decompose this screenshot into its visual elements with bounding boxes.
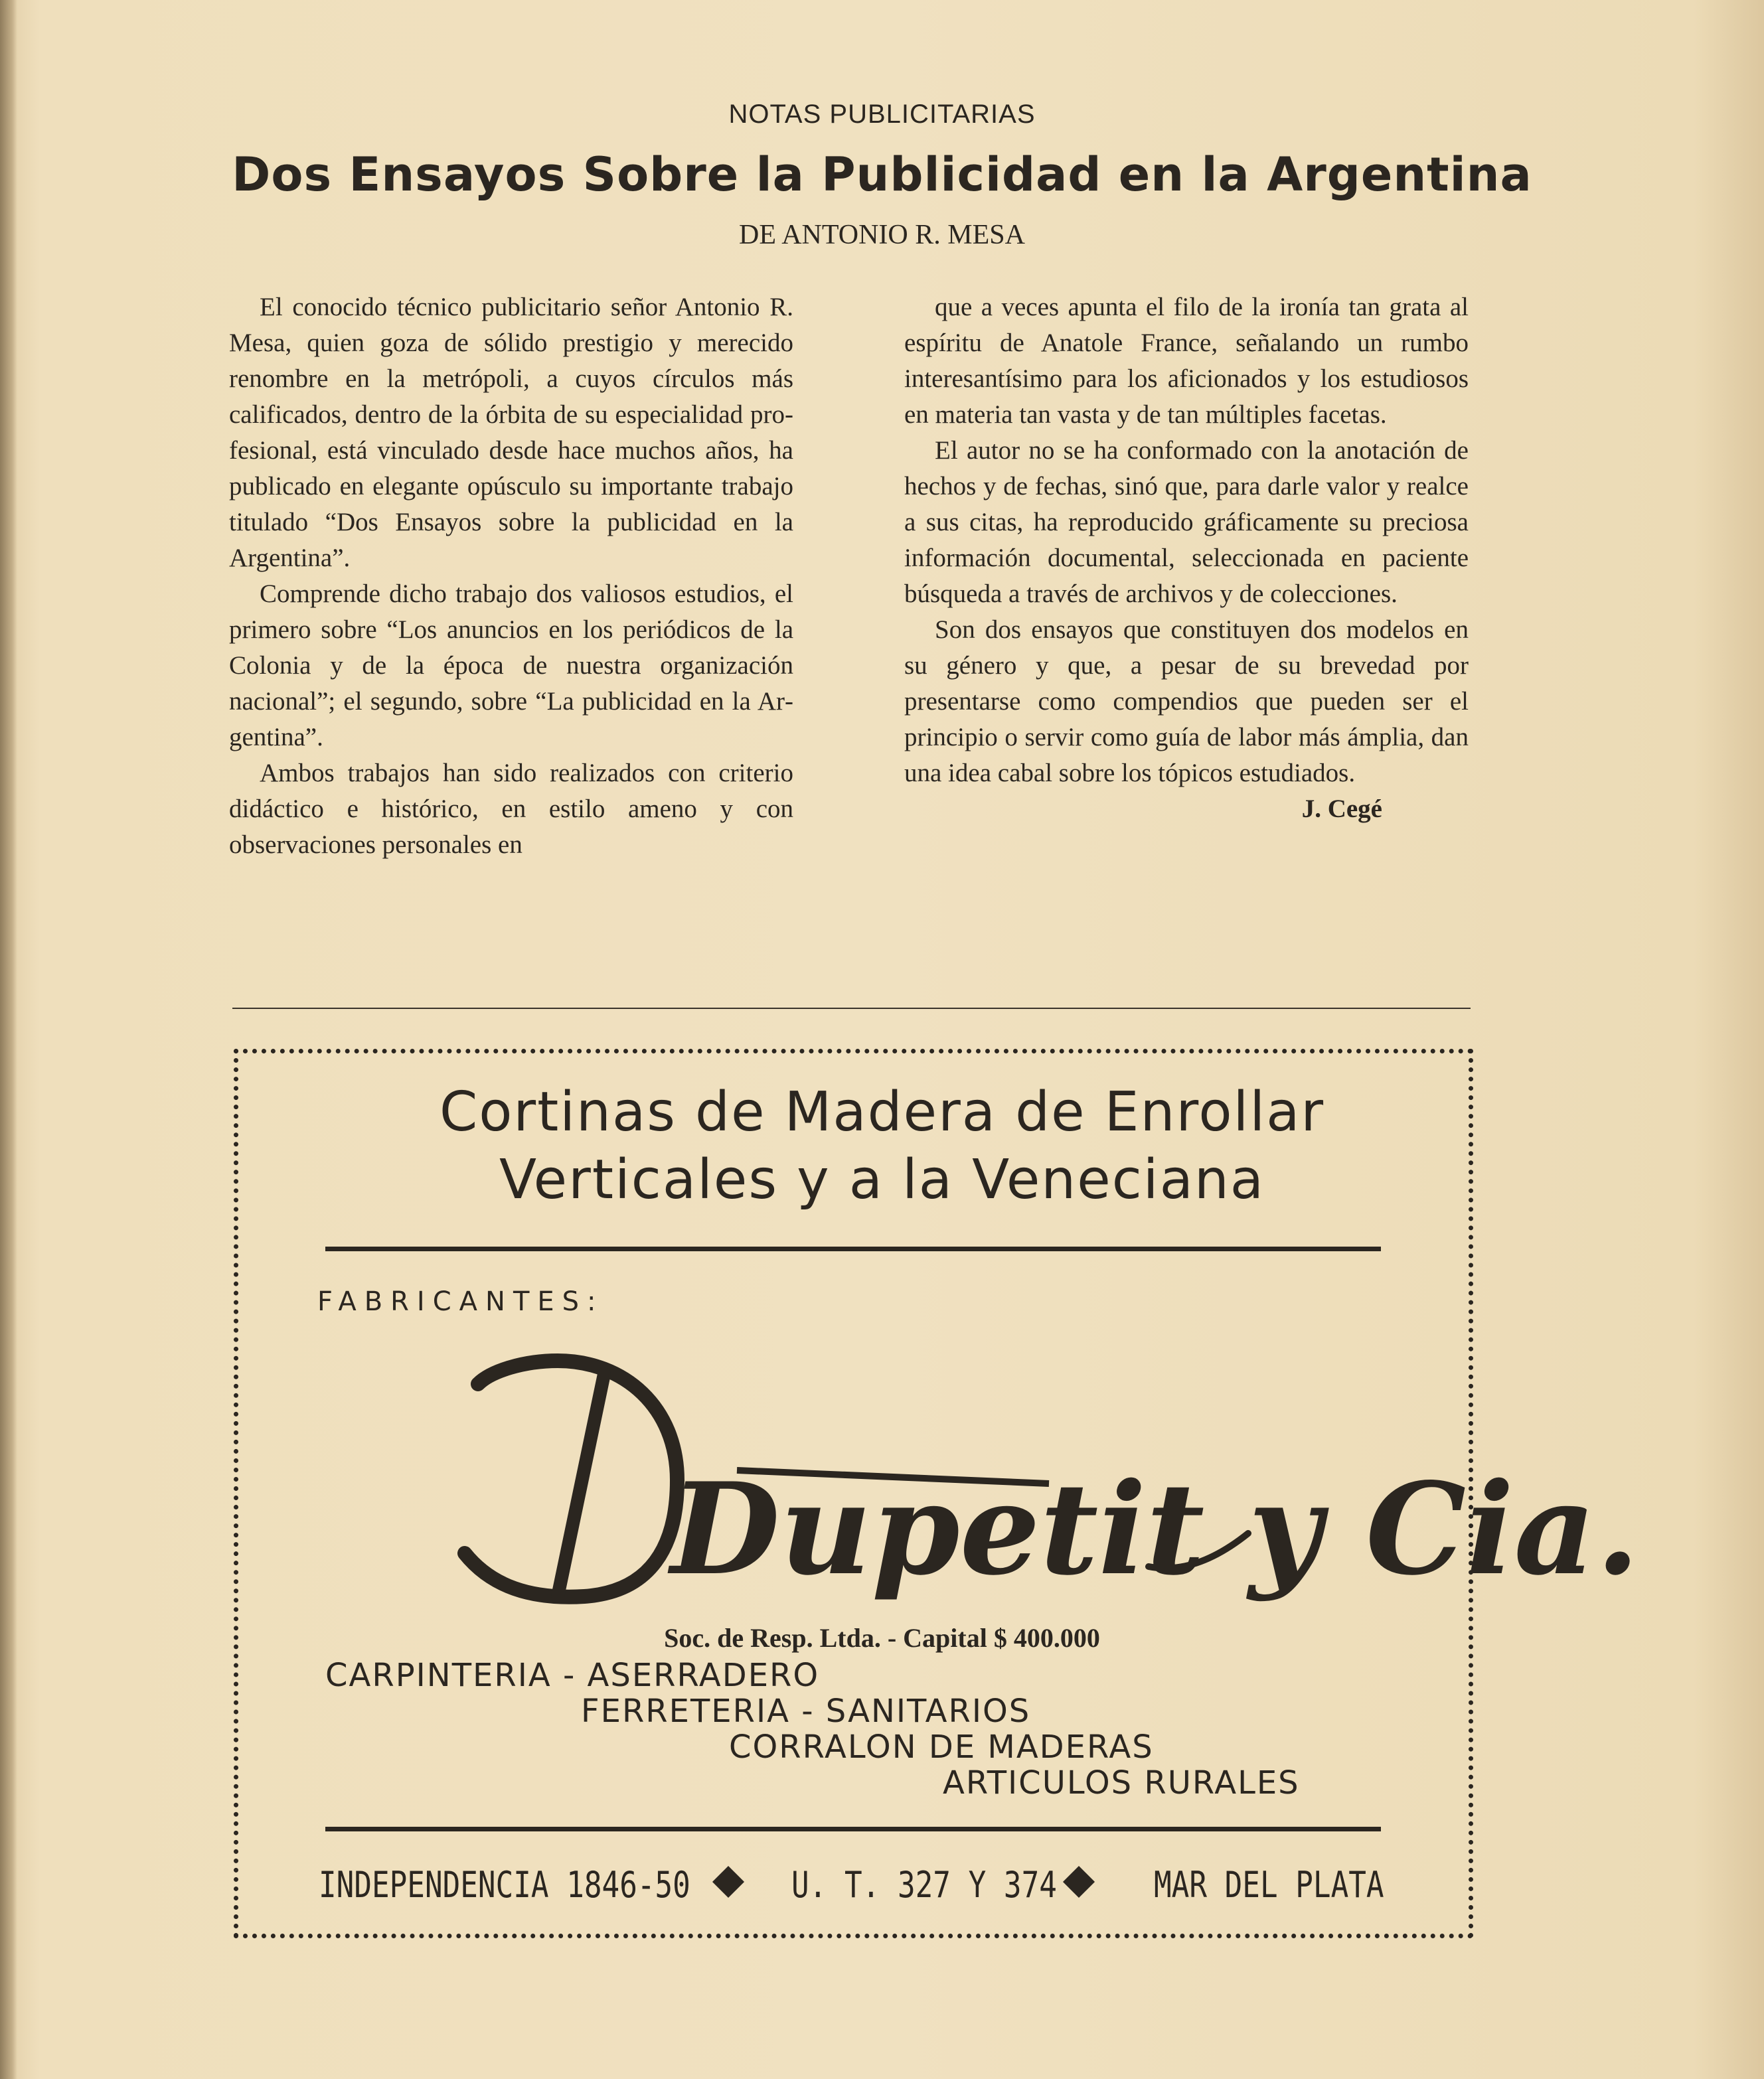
article-paragraph: Comprende dicho trabajo dos valiosos estudios, el primero sobre “Los anuncios en los periódicos de la Colonia y de la época de nuestra organización nacional”; el segundo, sobre “La publicidad en la Argentina”. [229,579,793,751]
logo-text: Dupetit y Cia. [671,1455,1640,1603]
ad-title-line1: Cortinas de Madera de Enrollar [439,1081,1325,1144]
article-headline: Dos Ensayos Sobre la Publicidad en la Argentina [232,147,1532,202]
section-label: NOTAS PUBLICITARIAS [728,100,1036,129]
ad-fabricantes-label: FABRICANTES: [317,1286,604,1317]
company-legal-info: Soc. de Resp. Ltda. - Capital $ 400.000 [664,1623,1100,1653]
article-paragraph: que a veces apunta el filo de la ironía tan grata al espíritu de Anatole France, señalando un rumbo interesantísimo para los aficionados y los estudiosos en materia tan vasta y de tan múltiples facetas. [904,293,1469,429]
article-signature: J. Cegé [1301,795,1382,823]
article-paragraph: Ambos trabajos han sido realizados con criterio didáctico e histórico, en estilo ameno y con observaciones personales en [229,759,793,859]
service-line: FERRETERIA - SANITARIOS [581,1693,1031,1730]
ad-title-line2: Verticales y a la Veneciana [499,1148,1265,1211]
article-paragraph: El autor no se ha conformado con la anotación de hechos y de fechas, sinó que, para darle valor y realce a sus citas, ha reproducido gráficamente su preciosa información documental, seleccionada en paciente búsqueda a través de archivos y de colecciones. [904,436,1469,608]
article-column-left [229,289,793,863]
address-street: INDEPENDENCIA 1846-50 [319,1864,690,1906]
article-column-right [904,289,1469,827]
section-divider [232,1008,1471,1009]
service-line: CARPINTERIA - ASERRADERO [325,1657,820,1694]
company-logo [451,1334,1640,1626]
address-city: MAR DEL PLATA [1154,1864,1384,1906]
binding-gutter [0,0,17,2079]
article-paragraph: Son dos ensayos que constituyen dos modelos en su género y que, a pesar de su brevedad por presentarse como compendios que pueden ser el principio o servir como guía de labor más ámplia, dan una idea cabal sobre los tópicos estudiados. [904,615,1469,787]
ad-divider-top [325,1247,1381,1251]
address-phone: U. T. 327 Y 374 [791,1864,1057,1906]
article-paragraph: El conocido técnico publicitario señor Antonio R. Mesa, quien goza de sólido prestigio y merecido renombre en la metrópoli, a cuyos círculos más calificados, dentro de la órbita de su especialidad profesional, está vinculado desde hace muchos años, ha publicado en elegante opúsculo su importante trabajo titulado “Dos Ensayos sobre la publicidad en la Argentina”. [229,293,793,572]
service-line: ARTICULOS RURALES [943,1764,1300,1802]
article-byline: DE ANTONIO R. MESA [739,220,1025,250]
ad-divider-bottom [325,1827,1381,1831]
service-line: CORRALON DE MADERAS [729,1729,1154,1766]
